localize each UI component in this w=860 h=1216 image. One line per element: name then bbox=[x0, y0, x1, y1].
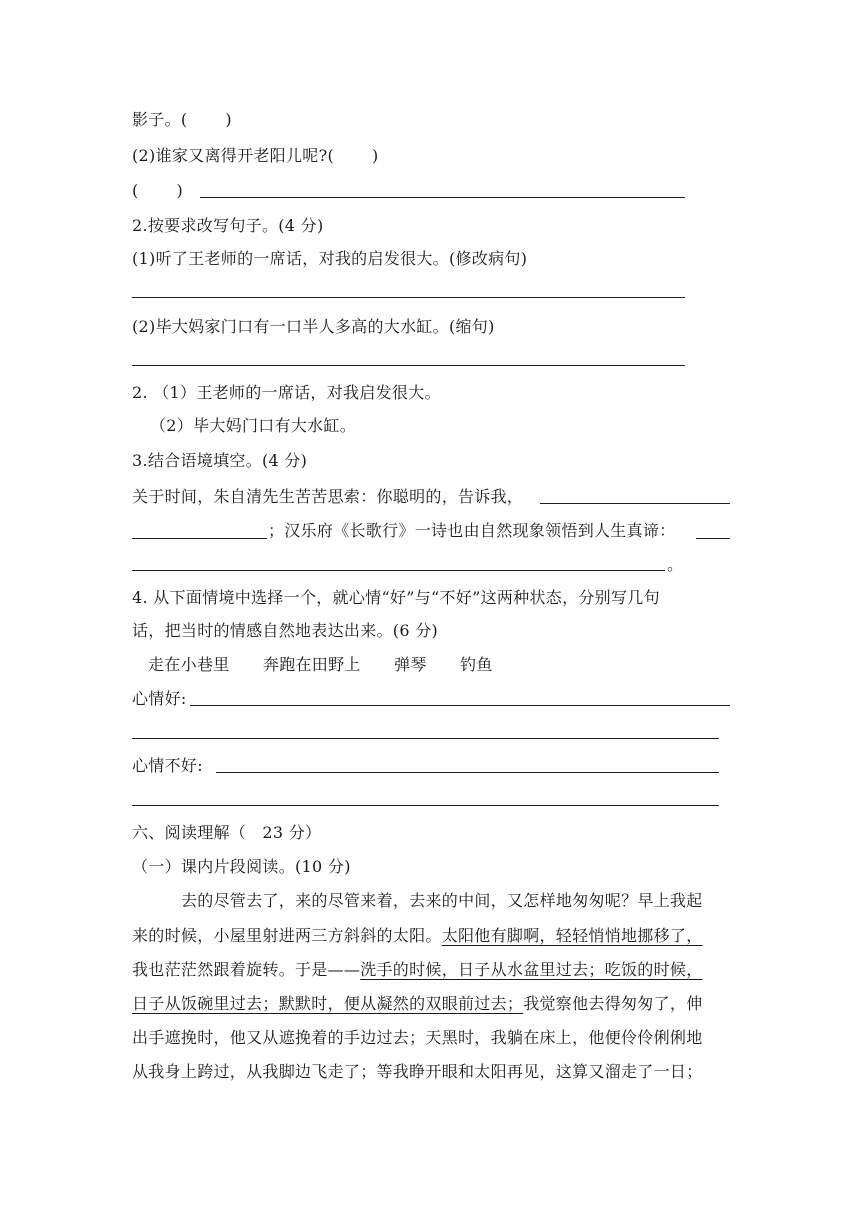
q2-answer1-line[interactable] bbox=[132, 297, 685, 298]
q3-blank1-line[interactable] bbox=[540, 503, 730, 504]
q4-bad-label: 心情不好: bbox=[132, 756, 203, 775]
passage-line4 bbox=[132, 994, 703, 1014]
passage-underlined-sentence-2: 洗手的时候，日子从水盆里过去；吃饭的时候， bbox=[360, 960, 703, 979]
q4-choices bbox=[148, 655, 521, 675]
q1-answer-line[interactable] bbox=[200, 197, 685, 198]
q1-item2: (2)谁家又离得开老阳儿呢?( ) bbox=[132, 146, 379, 165]
q4-choice-piano: 弹琴 bbox=[394, 655, 427, 674]
q4-good-line2[interactable] bbox=[132, 738, 719, 739]
q3-line2: ；汉乐府《长歌行》一诗也由自然现象领悟到人生真谛： bbox=[268, 521, 676, 540]
q2-item2: (2)毕大妈家门口有一口半人多高的大水缸。(缩句) bbox=[132, 317, 495, 336]
q2-answer1: 2. （1）王老师的一席话，对我启发很大。 bbox=[132, 383, 441, 402]
q4-good-line1[interactable] bbox=[190, 705, 730, 706]
q4-good-label: 心情好: bbox=[132, 689, 187, 708]
q2-heading: 2.按要求改写句子。(4 分) bbox=[132, 216, 324, 235]
q4-bad-line2[interactable] bbox=[132, 805, 719, 806]
passage-line1: 去的尽管去了，来的尽管来着，去来的中间，又怎样地匆匆呢？早上我起 bbox=[181, 891, 703, 910]
q3-line1: 关于时间，朱自清先生苦苦思索：你聪明的，告诉我， bbox=[132, 487, 524, 506]
q4-choice-field: 奔跑在田野上 bbox=[262, 655, 361, 674]
passage-line2 bbox=[132, 926, 703, 946]
passage-line6: 从我身上跨过，从我脚边飞走了；等我睁开眼和太阳再见，这算又溜走了一日； bbox=[132, 1062, 703, 1081]
passage-line3 bbox=[132, 960, 703, 980]
q4-choice-alley: 走在小巷里 bbox=[148, 655, 230, 674]
q3-blank2-line[interactable] bbox=[696, 538, 730, 539]
q3-blank2-cont-line[interactable] bbox=[132, 570, 665, 571]
q2-item1: (1)听了王老师的一席话，对我的启发很大。(修改病句) bbox=[132, 249, 528, 268]
passage-line4-plain: 我觉察他去得匆匆了，伸 bbox=[523, 994, 703, 1013]
section6-sub-heading: （一）课内片段阅读。(10 分) bbox=[132, 857, 351, 876]
q2-answer2-line[interactable] bbox=[132, 365, 685, 366]
q4-line1: 4. 从下面情境中选择一个，就心情“好”与“不好”这两种状态，分别写几句 bbox=[132, 588, 660, 607]
q3-line3-end: 。 bbox=[667, 555, 684, 574]
q1-line-shadow: 影子。( ) bbox=[132, 110, 232, 129]
q3-blank1-cont-line[interactable] bbox=[132, 538, 267, 539]
passage-line5: 出手遮挽时，他又从遮挽着的手边过去；天黑时，我躺在床上，他便伶伶俐俐地 bbox=[132, 1028, 703, 1047]
passage-line3-plain: 我也茫茫然跟着旋转。于是—— bbox=[132, 960, 361, 979]
q4-bad-line1[interactable] bbox=[216, 772, 719, 773]
q2-answer2: （2）毕大妈门口有大水缸。 bbox=[150, 416, 357, 435]
q4-choice-fishing: 钓鱼 bbox=[460, 655, 493, 674]
passage-underlined-sentence-1: 太阳他有脚啊，轻轻悄悄地挪移了， bbox=[441, 926, 703, 945]
q3-heading: 3.结合语境填空。(4 分) bbox=[132, 451, 308, 470]
section6-heading: 六、阅读理解（ 23 分） bbox=[132, 823, 322, 842]
q4-line2: 话，把当时的情感自然地表达出来。(6 分) bbox=[132, 621, 439, 640]
q1-answer-paren: ( ) bbox=[132, 181, 184, 200]
passage-line2-plain: 来的时候，小屋里射进两三方斜斜的太阳。 bbox=[132, 926, 442, 945]
passage-underlined-sentence-3: 日子从饭碗里过去；默默时，便从凝然的双眼前过去； bbox=[132, 994, 524, 1013]
